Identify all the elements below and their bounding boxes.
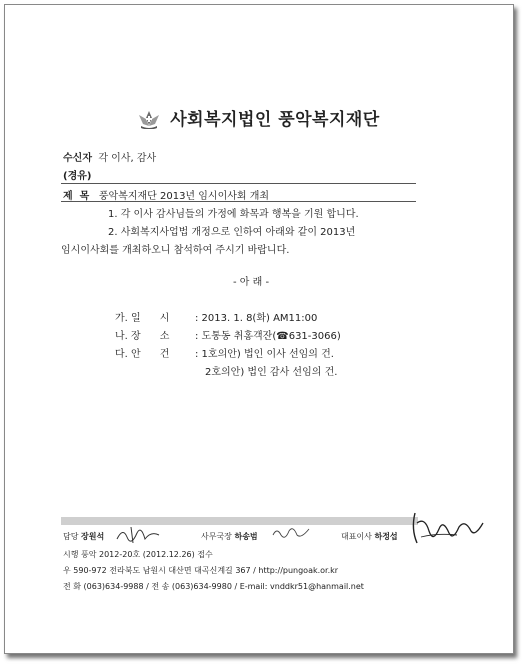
staff-title: 담당 (63, 532, 79, 541)
rep-title: 대표이사 (341, 532, 372, 541)
recipient-value: 각 이사, 감사 (98, 153, 157, 164)
address-line: 우 590-972 전라북도 남원시 대산면 대곡신계길 367 / http://pungoak.or.kr (63, 566, 339, 575)
divider-top (61, 183, 416, 184)
org-header (5, 105, 513, 134)
contact-line: 전 화 (063)634-9988 / 전 송 (063)634-9980 / E-mail: vnddkr51@hanmail.net (63, 582, 364, 591)
date-label: 가. 일 시 (115, 313, 170, 324)
recipient-row (63, 149, 156, 164)
secretary-name: 하송범 (234, 532, 258, 541)
body-paragraph-2-line-2: 임시이사회를 개최하오니 참석하여 주시기 바랍니다. (61, 245, 290, 256)
agenda-label: 다. 안 건 (115, 349, 170, 360)
subject-label: 제 목 (63, 191, 90, 202)
recipient-label: 수신자 (63, 153, 92, 164)
rep-signoff (341, 531, 398, 542)
staff-name: 장원석 (81, 532, 105, 541)
lotus-cross-emblem-icon (138, 109, 160, 134)
below-heading: - 아 래 - (233, 277, 270, 288)
secretary-signoff (201, 531, 258, 542)
document-page (4, 4, 514, 654)
place-value: : 도통동 취홍객잔(☎631-3066) (195, 331, 341, 342)
org-name: 사회복지법인 풍악복지재단 (170, 110, 380, 130)
staff-signoff (63, 531, 104, 542)
doc-issuance-line: 시행 풍악 2012-20호 (2012.12.26) 접수 (63, 550, 213, 559)
agenda-item-1: : 1호의안) 법인 이사 선임의 건. (195, 349, 334, 360)
staff-signature (115, 523, 165, 545)
place-label: 나. 장 소 (115, 331, 170, 342)
agenda-item-2: 2호의안) 법인 감사 선임의 건. (205, 367, 338, 378)
body-paragraph-1: 1. 각 이사 감사님들의 가정에 화목과 행복을 기원 합니다. (108, 209, 359, 220)
subject-row (63, 187, 269, 202)
rep-name: 하정섭 (374, 532, 398, 541)
rep-signature (407, 509, 487, 551)
secretary-title: 사무국장 (201, 532, 232, 541)
divider-subject (61, 201, 416, 202)
date-value: : 2013. 1. 8(화) AM11:00 (195, 313, 318, 324)
via-label: (경유) (63, 171, 92, 182)
subject-value: 풍악복지재단 2013년 임시이사회 개최 (98, 191, 270, 202)
secretary-signature (271, 523, 313, 541)
body-paragraph-2-line-1: 2. 사회복지사업법 개정으로 인하여 아래와 같이 2013년 (108, 227, 356, 238)
